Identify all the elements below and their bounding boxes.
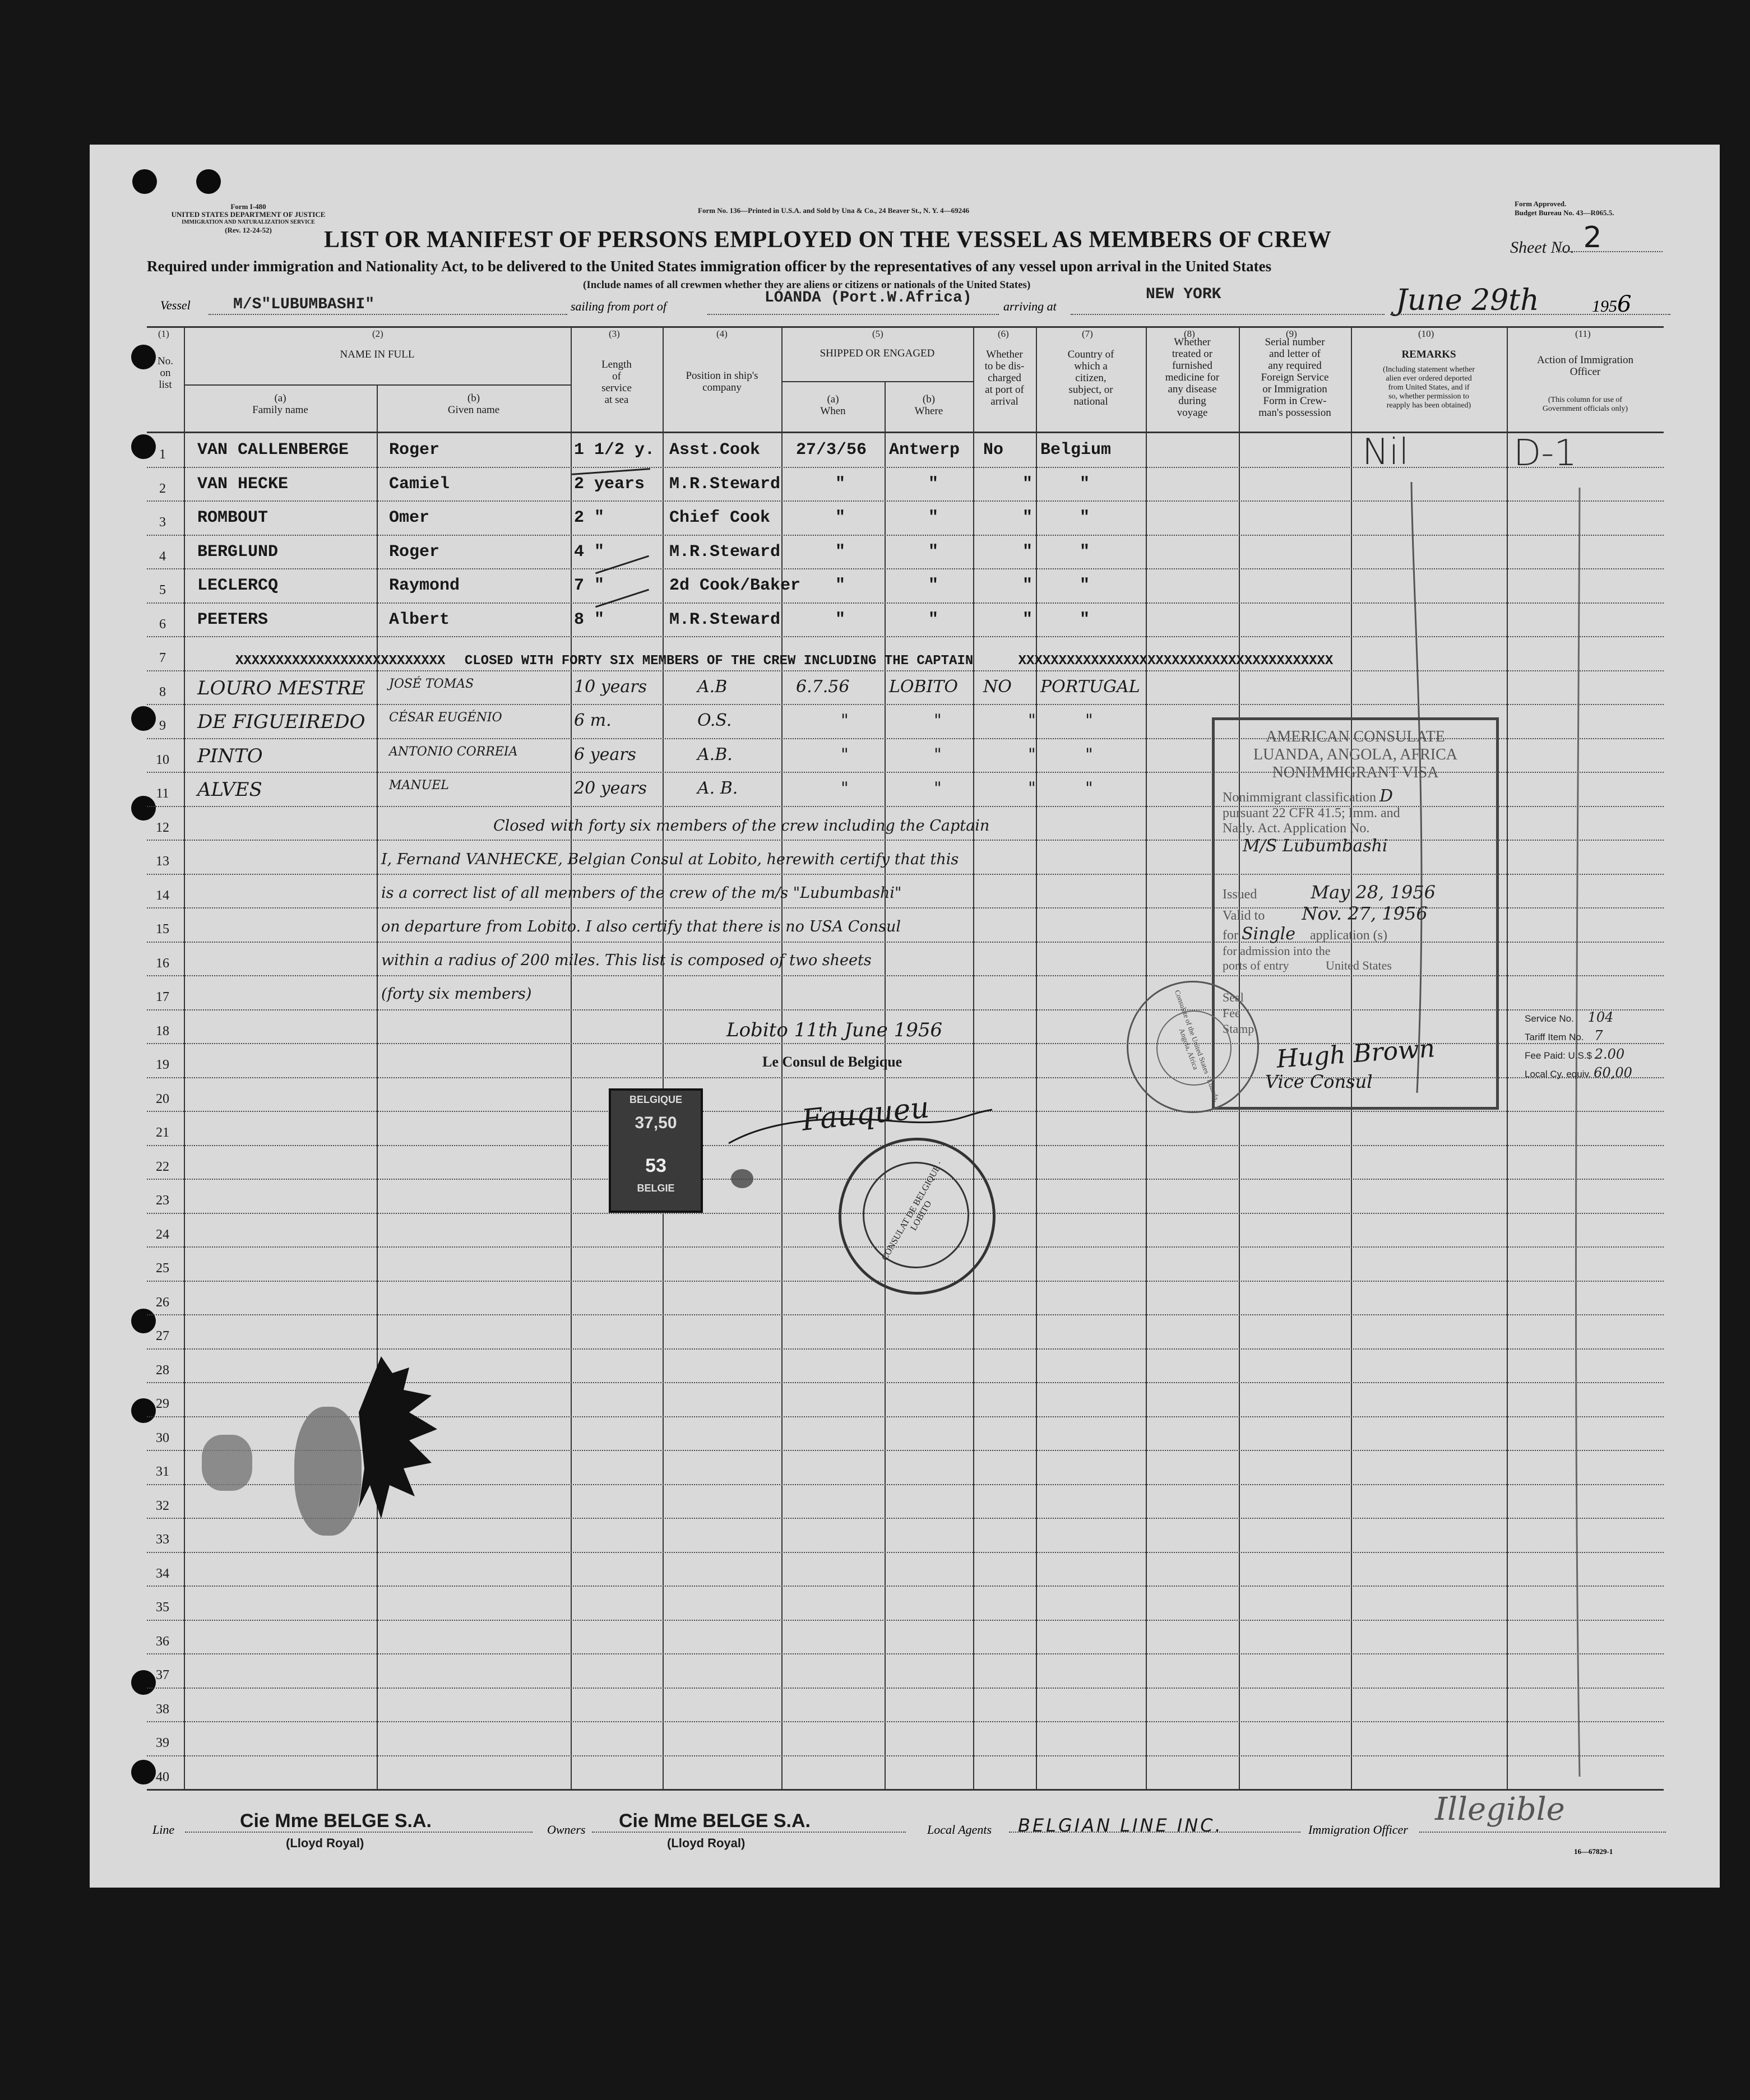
col-header-length: Length of service at sea <box>601 359 632 406</box>
cert-line-12: Closed with forty six members of the crew including the Captain <box>493 817 990 835</box>
fiscal-stamp-country: BELGIQUE <box>629 1094 682 1105</box>
smudge <box>731 1169 753 1188</box>
row-number: 28 <box>156 1363 169 1378</box>
row-number: 18 <box>156 1024 169 1039</box>
crew-country: " <box>1085 711 1093 730</box>
row-number: 24 <box>156 1227 169 1242</box>
crew-length-of-service: 7 " <box>574 576 605 595</box>
col-header-when: (a) When <box>820 393 846 417</box>
col-header-remarks: REMARKS <box>1401 349 1456 360</box>
col-header-name: NAME IN FULL <box>340 349 415 360</box>
crew-country: " <box>1080 508 1090 527</box>
crew-length-of-service: 6 m. <box>574 711 612 730</box>
col-number: (2) <box>372 328 383 339</box>
closed-line-x-left: XXXXXXXXXXXXXXXXXXXXXXXXXX <box>235 653 446 669</box>
col-header-no: No. on list <box>158 355 173 391</box>
crew-position: M.R.Steward <box>669 543 781 562</box>
fee-service-no: 104 <box>1587 1009 1614 1025</box>
vessel-name: M/S"LUBUMBASHI" <box>233 296 375 313</box>
margin-number: 88 <box>1684 463 1705 484</box>
visa-stamp-label: Stamp <box>1223 1022 1254 1036</box>
arriving-label: arriving at <box>1003 299 1057 313</box>
row-number: 8 <box>159 685 166 699</box>
crew-shipped-when: " <box>835 543 846 562</box>
crew-family-name: LOURO MESTRE <box>197 677 365 699</box>
row-number: 9 <box>159 718 166 733</box>
fiscal-stamp-overprint: 53 <box>645 1155 666 1176</box>
consul-signature: Fauqueu <box>800 1091 931 1138</box>
row-number: 17 <box>156 990 169 1004</box>
visa-seal-label: Seal <box>1223 990 1244 1004</box>
footer-owners-sub: (Lloyd Royal) <box>667 1836 746 1850</box>
year-prefix: 195 <box>1592 297 1617 316</box>
crew-family-name: DE FIGUEIREDO <box>197 711 365 733</box>
crew-family-name: BERGLUND <box>197 543 279 562</box>
department-name: UNITED STATES DEPARTMENT OF JUSTICE <box>171 210 326 219</box>
crew-discharged: " <box>1028 745 1036 764</box>
row-number: 27 <box>156 1329 169 1343</box>
row-number: 15 <box>156 922 169 937</box>
punch-hole <box>196 169 221 194</box>
arrival-date: June 29th <box>1396 284 1539 317</box>
crew-shipped-where: " <box>934 745 942 764</box>
crew-position: Chief Cook <box>669 508 771 527</box>
crew-shipped-when: " <box>841 711 849 730</box>
row-number: 32 <box>156 1499 169 1513</box>
col-number: (7) <box>1082 328 1093 339</box>
col-header-discharged: Whether to be dis- charged at port of arrival <box>984 349 1025 407</box>
visa-application: Natly. Act. Application No. <box>1223 821 1370 836</box>
visa-for-label: for <box>1223 928 1238 943</box>
crew-shipped-where: " <box>928 543 939 562</box>
budget-bureau: Budget Bureau No. 43—R065.5. <box>1515 208 1614 217</box>
cert-line-16: within a radius of 200 miles. This list is composed of two sheets <box>381 952 872 969</box>
crew-length-of-service: 6 years <box>574 745 636 764</box>
visa-officer-title: Vice Consul <box>1265 1071 1373 1092</box>
row-number: 11 <box>156 786 169 801</box>
fee-box <box>1525 1009 1665 1083</box>
cert-line-14: is a correct list of all members of the crew of the m/s "Lubumbashi" <box>381 884 902 902</box>
crew-country: " <box>1080 543 1090 562</box>
visa-valid-date: Nov. 27, 1956 <box>1302 903 1428 924</box>
visa-location: LUANDA, ANGOLA, AFRICA <box>1253 746 1457 763</box>
crew-given-name: Omer <box>389 508 430 527</box>
crew-length-of-service: 4 " <box>574 543 605 562</box>
crew-position: M.R.Steward <box>669 610 781 629</box>
row-number: 19 <box>156 1058 169 1072</box>
crew-discharged: " <box>1028 711 1036 730</box>
row-number: 13 <box>156 854 169 869</box>
visa-seal-text: Consulate of the United States · Luanda, Angola, Africa <box>1173 989 1222 1103</box>
vessel-label: Vessel <box>160 298 191 312</box>
footer-owners-label: Owners <box>547 1823 586 1837</box>
crew-discharged: " <box>1022 475 1033 494</box>
col-header-action: Action of Immigration Officer <box>1536 354 1634 378</box>
crew-given-name: Albert <box>389 610 450 629</box>
visa-vessel: M/S Lubumbashi <box>1243 836 1388 856</box>
year-handwritten: 6 <box>1617 291 1632 317</box>
footer-agents-label: Local Agents <box>927 1823 992 1837</box>
crew-shipped-where: " <box>928 610 939 629</box>
row-number: 31 <box>156 1464 169 1479</box>
crew-discharged: No <box>983 441 1004 460</box>
col-number: (10) <box>1418 328 1434 339</box>
visa-classification-label: Nonimmigrant classification <box>1223 790 1376 805</box>
row-number: 34 <box>156 1566 169 1581</box>
crew-country: " <box>1085 745 1093 764</box>
crew-given-name: CÉSAR EUGÉNIO <box>389 711 502 725</box>
fee-service-label: Service No. <box>1525 1013 1574 1024</box>
crew-shipped-where: " <box>928 508 939 527</box>
col-header-medicine: Whether treated or furnished medicine for any disease during voyage <box>1165 336 1220 419</box>
row-number: 26 <box>156 1295 169 1310</box>
row-number: 2 <box>159 481 166 496</box>
col-number: (11) <box>1575 328 1591 339</box>
crew-discharged: " <box>1022 576 1033 595</box>
col-header-where: (b) Where <box>914 393 943 417</box>
crew-shipped-when: " <box>835 508 846 527</box>
crew-shipped-where: Antwerp <box>889 441 960 460</box>
visa-signature: Hugh Brown <box>1275 1034 1436 1074</box>
col-header-family-name: (a) Family name <box>252 392 308 416</box>
visa-united-states: United States <box>1326 958 1392 972</box>
col-header-shipped: SHIPPED OR ENGAGED <box>820 347 935 359</box>
crew-family-name: VAN HECKE <box>197 475 289 494</box>
crew-given-name: ANTONIO CORREIA <box>389 745 518 759</box>
row-number: 39 <box>156 1736 169 1750</box>
cert-place-date: Lobito 11th June 1956 <box>726 1019 943 1041</box>
crew-given-name: Roger <box>389 543 440 562</box>
col-number: (8) <box>1184 328 1195 339</box>
visa-issued-date: May 28, 1956 <box>1311 882 1436 903</box>
crew-shipped-where: " <box>928 475 939 494</box>
crew-country: " <box>1080 475 1090 494</box>
service-name: IMMIGRATION AND NATURALIZATION SERVICE <box>182 219 315 225</box>
row-number: 35 <box>156 1600 169 1615</box>
footer-line-value: Cie Mme BELGE S.A. <box>240 1810 432 1832</box>
visa-type: NONIMMIGRANT VISA <box>1272 764 1439 781</box>
fee-paid-label: Fee Paid: U.S.$ <box>1525 1050 1592 1061</box>
crew-discharged: " <box>1022 610 1033 629</box>
col-header-given-name: (b) Given name <box>447 392 500 416</box>
printer-note: Form No. 136—Printed in U.S.A. and Sold by Una & Co., 24 Beaver St., N. Y. 4—69246 <box>698 206 970 215</box>
row-number: 20 <box>156 1092 169 1106</box>
form-number: Form I-480 <box>230 202 266 211</box>
crew-position: 2d Cook/Baker <box>669 576 801 595</box>
fee-paid: 2.00 <box>1594 1046 1625 1062</box>
punch-hole <box>132 169 157 194</box>
crew-shipped-where: LOBITO <box>889 677 959 697</box>
col-number: (4) <box>716 328 728 339</box>
visa-for-entries: Single <box>1241 924 1296 944</box>
crew-length-of-service: 10 years <box>574 677 647 697</box>
sheet-label: Sheet No. <box>1510 238 1575 257</box>
sailing-label: sailing from port of <box>571 299 666 313</box>
smudge <box>202 1435 252 1491</box>
crew-given-name: Camiel <box>389 475 450 494</box>
include-note: (Include names of all crewmen whether they are aliens or citizens or nationals of the United States) <box>583 279 1031 291</box>
crew-given-name: Roger <box>389 441 440 460</box>
col-header-action-note: (This column for use of Government officials only) <box>1542 396 1628 413</box>
crew-position: Asst.Cook <box>669 441 761 460</box>
footer-officer-label: Immigration Officer <box>1308 1823 1408 1837</box>
row-number: 30 <box>156 1431 169 1445</box>
visa-admission: for admission into the <box>1223 944 1331 958</box>
crew-family-name: ROMBOUT <box>197 508 268 527</box>
row-number: 4 <box>159 549 166 564</box>
crew-family-name: LECLERCQ <box>197 576 279 595</box>
row-number: 12 <box>156 820 169 835</box>
row-number: 10 <box>156 753 169 767</box>
crew-length-of-service: 8 " <box>574 610 605 629</box>
crew-shipped-when: 27/3/56 <box>796 441 867 460</box>
fee-tariff-no: 7 <box>1594 1028 1603 1044</box>
row-number: 33 <box>156 1532 169 1547</box>
row-number: 29 <box>156 1397 169 1411</box>
cert-line-17: (forty six members) <box>381 985 532 1003</box>
crew-shipped-when: " <box>835 576 846 595</box>
crew-country: PORTUGAL <box>1040 677 1140 697</box>
crew-length-of-service: 20 years <box>574 778 647 798</box>
crew-discharged: " <box>1028 778 1036 798</box>
col-number: (5) <box>872 328 883 339</box>
closed-line-text: CLOSED WITH FORTY SIX MEMBERS OF THE CREW INCLUDING THE CAPTAIN <box>464 653 974 669</box>
row-number: 37 <box>156 1668 169 1682</box>
footer-owners-value: Cie Mme BELGE S.A. <box>619 1810 811 1832</box>
visa-classification: D <box>1379 786 1393 806</box>
crew-position: A.B <box>697 677 728 697</box>
crew-given-name: JOSÉ TOMAS <box>389 677 474 691</box>
page-title: LIST OR MANIFEST OF PERSONS EMPLOYED ON THE VESSEL AS MEMBERS OF CREW <box>324 227 1332 253</box>
fiscal-stamp <box>609 1088 703 1213</box>
crew-shipped-when: " <box>835 475 846 494</box>
crew-country: " <box>1080 610 1090 629</box>
footer-line-label: Line <box>152 1823 175 1837</box>
col-header-remarks-note: (Including statement whether alien ever ordered deported from United States, and if so, whether permission to reapply has been obtained) <box>1382 365 1475 410</box>
row-number: 14 <box>156 888 169 903</box>
crew-position: O.S. <box>697 711 732 730</box>
crew-discharged: NO <box>983 677 1012 697</box>
crew-given-name: MANUEL <box>389 778 449 792</box>
crew-shipped-where: " <box>928 576 939 595</box>
crew-shipped-when: 6.7.56 <box>796 677 850 697</box>
port-of-departure: LOANDA (Port.W.Africa) <box>765 289 972 307</box>
crew-shipped-where: " <box>934 711 942 730</box>
row-number: 38 <box>156 1702 169 1717</box>
crew-position: A.B. <box>697 745 733 764</box>
footer-agents-value: BELGIAN LINE INC. <box>1018 1815 1223 1836</box>
visa-consulate: AMERICAN CONSULATE <box>1266 728 1445 745</box>
col-header-country: Country of which a citizen, subject, or national <box>1067 349 1114 407</box>
form-approved: Form Approved. <box>1515 200 1567 208</box>
immigration-officer-signature: Illegible <box>1435 1791 1565 1828</box>
crew-shipped-when: " <box>835 610 846 629</box>
visa-valid-label: Valid to <box>1223 908 1265 923</box>
col-number: (6) <box>998 328 1009 339</box>
crew-shipped-where: " <box>934 778 942 798</box>
crew-length-of-service: 2 " <box>574 508 605 527</box>
signature-flourish <box>723 1098 1003 1155</box>
crew-shipped-when: " <box>841 745 849 764</box>
remarks-nil: Nil <box>1362 432 1409 473</box>
print-code: 16—67829-1 <box>1574 1847 1613 1856</box>
crew-country: " <box>1080 576 1090 595</box>
row-number: 7 <box>159 651 166 665</box>
fee-local-label: Local Cy. equiv. <box>1525 1069 1591 1079</box>
crew-country: " <box>1085 778 1093 798</box>
fiscal-stamp-country-nl: BELGIE <box>637 1183 675 1194</box>
arrival-port: NEW YORK <box>1146 286 1221 303</box>
col-number: (3) <box>609 328 620 339</box>
visa-issued-label: Issued <box>1223 887 1257 902</box>
fee-tariff-label: Tariff Item No. <box>1525 1032 1584 1042</box>
row-number: 40 <box>156 1770 169 1784</box>
row-number: 5 <box>159 583 166 597</box>
crew-family-name: PEETERS <box>197 610 268 629</box>
row-number: 1 <box>159 447 166 462</box>
form-revision: (Rev. 12-24-52) <box>225 226 272 234</box>
crew-discharged: " <box>1022 543 1033 562</box>
fiscal-stamp-value: 37,50 <box>635 1114 677 1132</box>
crew-position: M.R.Steward <box>669 475 781 494</box>
row-number: 25 <box>156 1261 169 1276</box>
consular-seal-text: CONSULAT DE BELGIQUE · LOBITO <box>879 1159 945 1262</box>
consul-title: Le Consul de Belgique <box>762 1054 902 1070</box>
action-d1: D-1 <box>1513 433 1577 474</box>
closed-line-x-right: XXXXXXXXXXXXXXXXXXXXXXXXXXXXXXXXXXXXXXX <box>1018 653 1334 669</box>
crew-family-name: PINTO <box>197 745 263 767</box>
row-number: 23 <box>156 1193 169 1208</box>
row-number: 6 <box>159 617 166 632</box>
cert-line-15: on departure from Lobito. I also certify that there is no USA Consul <box>381 918 901 935</box>
sheet-number: 2 <box>1583 221 1602 254</box>
embossed-seal <box>359 1356 443 1524</box>
consular-seal <box>839 1138 996 1295</box>
fee-local: 60,00 <box>1594 1065 1632 1081</box>
crew-discharged: " <box>1022 508 1033 527</box>
col-header-position: Position in ship's company <box>686 370 758 393</box>
row-number: 3 <box>159 515 166 530</box>
crew-country: Belgium <box>1040 441 1112 460</box>
smudge <box>294 1407 362 1536</box>
row-number: 36 <box>156 1634 169 1649</box>
col-header-serial: Serial number and letter of any required Foreign Service or Immigration Form in Crew- man's possession <box>1258 336 1331 419</box>
crew-given-name: Raymond <box>389 576 460 595</box>
page-subtitle: Required under immigration and Nationality Act, to be delivered to the United States immigration officer by the representatives of any vessel upon arrival in the United States <box>147 258 1272 275</box>
visa-seal <box>1127 981 1259 1113</box>
visa-ports: ports of entry <box>1223 958 1289 972</box>
footer-line-sub: (Lloyd Royal) <box>286 1836 364 1850</box>
row-number: 22 <box>156 1160 169 1174</box>
row-number: 16 <box>156 956 169 971</box>
visa-fee-label: Fee <box>1223 1006 1240 1020</box>
crew-length-of-service: 1 1/2 y. <box>574 441 655 460</box>
pencil-strokes <box>1345 432 1626 1788</box>
crew-position: A. B. <box>697 778 738 798</box>
visa-pursuant: pursuant 22 CFR 41.5; Imm. and <box>1223 806 1400 820</box>
visa-application-label: application (s) <box>1310 928 1387 943</box>
cert-line-13: I, Fernand VANHECKE, Belgian Consul at Lobito, herewith certify that this <box>381 851 959 868</box>
row-number: 21 <box>156 1125 169 1140</box>
crew-family-name: ALVES <box>197 778 262 801</box>
crew-length-of-service: 2 years <box>574 475 645 494</box>
crew-shipped-when: " <box>841 778 849 798</box>
col-number: (9) <box>1286 328 1297 339</box>
col-number: (1) <box>158 328 169 339</box>
crew-family-name: VAN CALLENBERGE <box>197 441 349 460</box>
